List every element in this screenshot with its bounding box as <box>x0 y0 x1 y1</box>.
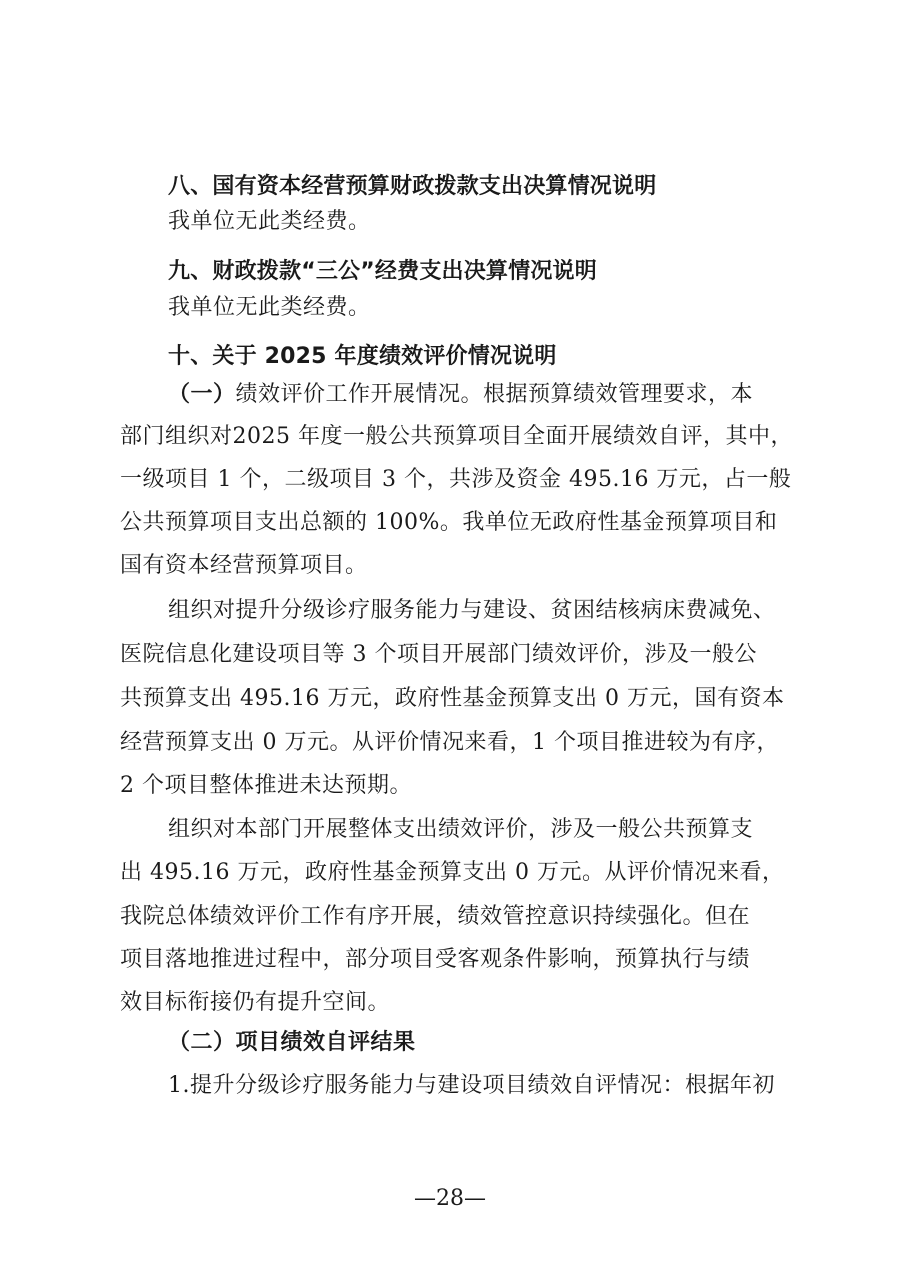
paragraph-1-line: 公共预算项目支出总额的 100%。我单位无政府性基金预算项目和 <box>120 510 778 535</box>
paragraph-2-line: 医院信息化建设项目等 3 个项目开展部门绩效评价，涉及一般公 <box>120 642 757 667</box>
paragraph-2-line: 共预算支出 495.16 万元，政府性基金预算支出 0 万元，国有资本 <box>120 686 785 711</box>
paragraph-5-line: 1.提升分级诊疗服务能力与建设项目绩效自评情况：根据年初 <box>168 1073 775 1098</box>
page-number: —28— <box>414 1186 486 1211</box>
section-8-body: 我单位无此类经费。 <box>168 209 371 234</box>
paragraph-3-line: 出 495.16 万元，政府性基金预算支出 0 万元。从评价情况来看， <box>120 860 785 885</box>
section-9-heading: 九、财政拨款“三公”经费支出决算情况说明 <box>168 259 597 284</box>
section-9-body: 我单位无此类经费。 <box>168 295 371 320</box>
paragraph-1-line <box>168 380 753 410</box>
paragraph-1-text: 绩效评价工作开展情况。根据预算绩效管理要求，本 <box>235 382 754 407</box>
paragraph-3-line: 效目标衔接仍有提升空间。 <box>120 990 391 1015</box>
paragraph-3-line: 组织对本部门开展整体支出绩效评价，涉及一般公共预算支 <box>168 817 754 842</box>
paragraph-1-line: 国有资本经营预算项目。 <box>120 553 368 578</box>
subsection-1-label: （一） <box>168 382 236 407</box>
section-8-heading: 八、国有资本经营预算财政拨款支出决算情况说明 <box>168 174 657 199</box>
paragraph-3-line: 项目落地推进过程中，部分项目受客观条件影响，预算执行与绩 <box>120 947 751 972</box>
paragraph-2-line: 经营预算支出 0 万元。从评价情况来看，1 个项目推进较为有序， <box>120 730 779 755</box>
subsection-2-heading: （二）项目绩效自评结果 <box>168 1030 416 1055</box>
paragraph-2-line: 组织对提升分级诊疗服务能力与建设、贫困结核病床费减免、 <box>168 598 776 623</box>
paragraph-3-line: 我院总体绩效评价工作有序开展，绩效管控意识持续强化。但在 <box>120 904 751 929</box>
paragraph-1-line: 一级项目 1 个，二级项目 3 个，共涉及资金 495.16 万元，占一般 <box>120 467 792 492</box>
paragraph-2-line: 2 个项目整体推进未达预期。 <box>120 773 412 798</box>
paragraph-1-line: 部门组织对2025 年度一般公共预算项目全面开展绩效自评，其中， <box>120 424 793 449</box>
section-10-heading: 十、关于 2025 年度绩效评价情况说明 <box>168 344 557 369</box>
